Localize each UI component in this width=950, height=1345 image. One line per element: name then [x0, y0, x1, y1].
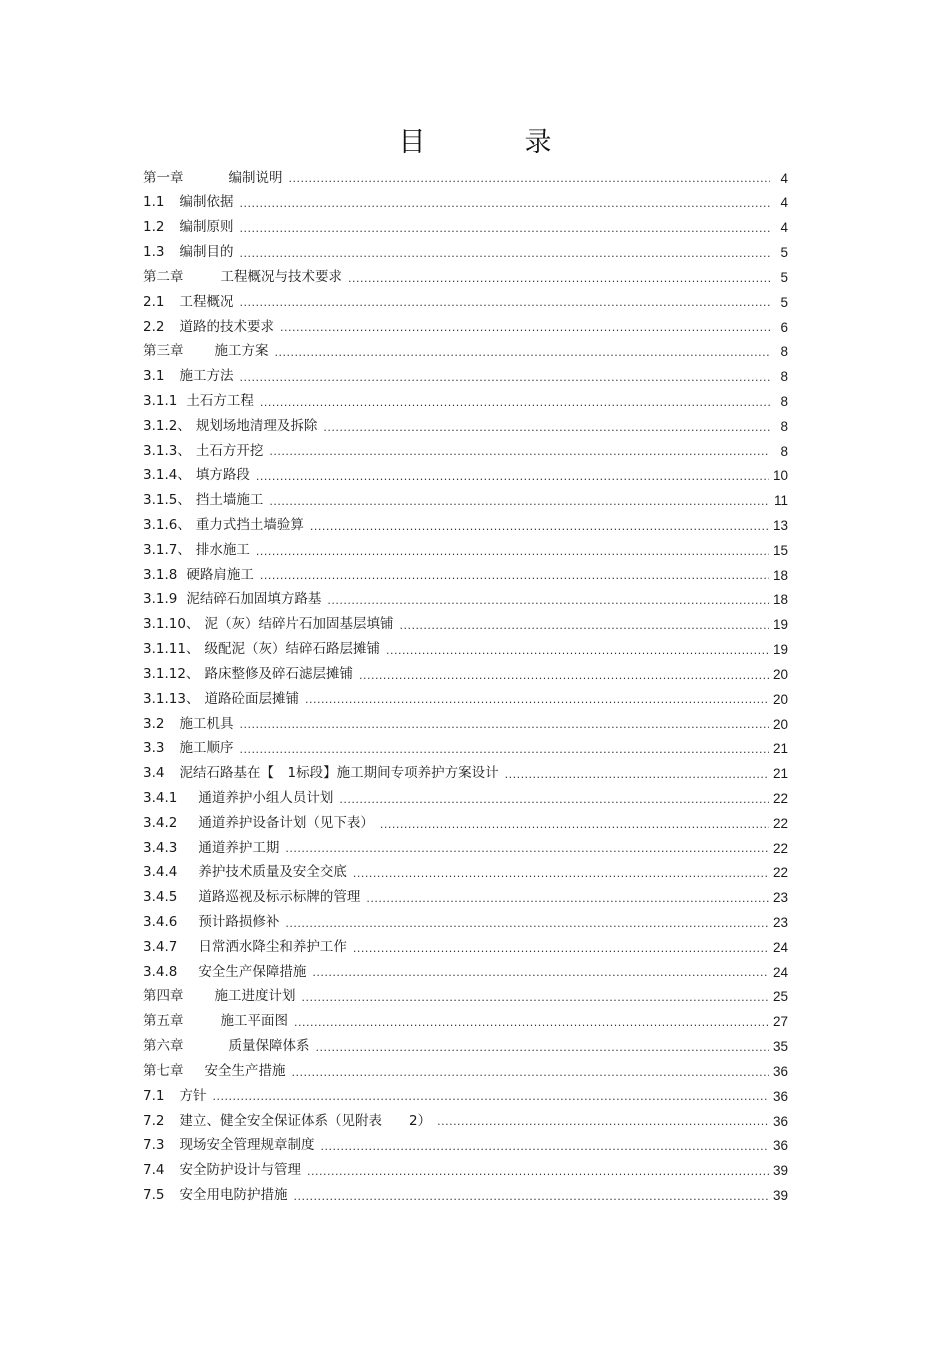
toc-leader-dots [323, 421, 770, 435]
toc-page-number: 24 [772, 964, 788, 980]
toc-leader-dots [505, 768, 769, 782]
toc-entry-number: 3.4.4 [143, 864, 178, 881]
toc-leader-dots [366, 892, 769, 906]
toc-entry-number: 3.1.9 [143, 591, 178, 608]
toc-entry-title: 道路巡视及标示标牌的管理 [198, 889, 361, 906]
toc-entry-label [143, 1015, 294, 1029]
toc-entry[interactable] [143, 762, 788, 787]
toc-leader-dots [285, 842, 769, 856]
toc-entry-title: 施工机具 [179, 715, 234, 732]
toc-entry-label [143, 767, 505, 781]
toc-page-number: 23 [772, 890, 788, 906]
toc-entry-number: 1.2 [143, 219, 165, 236]
toc-leader-dots [289, 172, 771, 186]
toc-page-number: 5 [780, 294, 788, 310]
toc-entry-label [143, 916, 285, 930]
toc-entry-number: 3.1.2、 [143, 417, 191, 434]
toc-leader-dots [316, 1041, 769, 1055]
toc-entry-label [143, 643, 386, 657]
toc-entry[interactable] [143, 1084, 788, 1109]
toc-entry-number: 第二章 [143, 268, 184, 285]
toc-entry-label [143, 690, 305, 707]
toc-entry-title: 安全防护设计与管理 [179, 1162, 301, 1179]
toc-leader-dots [256, 545, 769, 559]
toc-leader-dots [386, 644, 769, 658]
toc-entry-label [143, 938, 353, 955]
toc-page-number: 5 [780, 269, 788, 285]
toc-entry[interactable] [143, 265, 788, 290]
toc-leader-dots [292, 1066, 769, 1080]
toc-leader-dots [353, 942, 769, 956]
toc-entry-label [143, 417, 323, 434]
toc-page-number: 10 [772, 468, 788, 484]
toc-entry[interactable] [143, 1134, 788, 1159]
toc-page-number: 4 [780, 220, 788, 236]
toc-entry[interactable] [143, 414, 788, 439]
toc-entry-number: 第五章 [143, 1013, 184, 1030]
toc-entry[interactable] [143, 216, 788, 241]
toc-page-number: 4 [780, 195, 788, 211]
toc-entry-number: 3.1.5、 [143, 492, 191, 509]
toc-entry-label [143, 1040, 316, 1054]
toc-entry-number: 3.1.1 [143, 392, 178, 409]
toc-entry-title: 泥结石路基在【 1标段】施工期间专项养护方案设计 [179, 765, 499, 782]
toc-entry-label [143, 566, 260, 583]
toc-page-number: 21 [772, 766, 788, 782]
toc-entry-label [143, 221, 239, 235]
toc-leader-dots [239, 371, 770, 385]
toc-entry[interactable] [143, 240, 788, 265]
toc-entry-number: 2.1 [143, 293, 165, 310]
toc-entry[interactable] [143, 786, 788, 811]
toc-entry-label [143, 1087, 212, 1104]
toc-entry-label [143, 196, 239, 210]
toc-entry-number: 7.5 [143, 1186, 165, 1203]
toc-page-number: 19 [772, 617, 788, 633]
toc-entry-title: 安全生产保障措施 [198, 963, 307, 980]
toc-entry-number: 3.4.6 [143, 914, 178, 931]
toc-entry-label [143, 246, 239, 260]
toc-entry-number: 7.2 [143, 1112, 165, 1129]
toc-entry-title: 现场安全管理规章制度 [179, 1137, 315, 1154]
toc-entry[interactable] [143, 166, 788, 191]
toc-entry-title: 工程概况 [179, 293, 234, 310]
toc-entry-label [143, 1062, 292, 1079]
toc-entry-label [143, 742, 239, 756]
toc-entry[interactable] [143, 439, 788, 464]
toc-entry[interactable] [143, 811, 788, 836]
toc-entry-title: 施工进度计划 [214, 988, 296, 1005]
toc-entry-number: 1.1 [143, 194, 165, 211]
toc-leader-dots [260, 396, 770, 410]
toc-entry-number: 1.3 [143, 244, 165, 261]
toc-leader-dots [239, 222, 770, 236]
toc-entry[interactable] [143, 340, 788, 365]
toc-leader-dots [256, 470, 769, 484]
toc-leader-dots [339, 793, 769, 807]
toc-entry-label [143, 469, 256, 483]
toc-leader-dots [307, 1165, 769, 1179]
toc-entry-title: 土石方工程 [186, 392, 254, 409]
toc-entry-number: 3.3 [143, 740, 165, 757]
toc-entry-number: 第四章 [143, 988, 184, 1005]
toc-leader-dots [305, 693, 769, 707]
toc-page-number: 18 [772, 592, 788, 608]
toc-entry-label [143, 891, 366, 905]
toc-entry-label [143, 318, 280, 335]
toc-entry-label [143, 370, 239, 384]
toc-page-number: 22 [772, 815, 788, 831]
toc-page-number: 20 [772, 666, 788, 682]
page-title: 目 录 [398, 127, 588, 158]
toc-entry[interactable] [143, 737, 788, 762]
toc-entry-title: 道路的技术要求 [179, 318, 274, 335]
toc-entry[interactable] [143, 1109, 788, 1134]
toc-leader-dots [293, 1190, 768, 1204]
toc-entry-title: 硬路肩施工 [186, 566, 254, 583]
toc-entry-number: 3.4.7 [143, 938, 178, 955]
toc-entry-number: 3.1.3、 [143, 442, 191, 459]
toc-entry[interactable] [143, 563, 788, 588]
toc-entry-number: 3.1.8 [143, 566, 178, 583]
toc-entry[interactable] [143, 365, 788, 390]
toc-entry[interactable] [143, 389, 788, 414]
toc-entry-number: 第三章 [143, 343, 184, 360]
toc-entry-label [143, 665, 359, 682]
toc-entry-label [143, 268, 348, 285]
toc-entry-number: 3.4.3 [143, 839, 178, 856]
toc-page-number: 39 [772, 1187, 788, 1203]
toc-leader-dots [327, 594, 769, 608]
toc-entry[interactable] [143, 1010, 788, 1035]
toc-entry-title: 重力式挡土墙验算 [195, 517, 304, 534]
toc-entry-label [143, 519, 310, 533]
toc-entry-label [143, 990, 302, 1004]
toc-page-number: 21 [772, 741, 788, 757]
toc-entry[interactable] [143, 910, 788, 935]
toc-page-number: 22 [772, 865, 788, 881]
toc-leader-dots [239, 296, 770, 310]
toc-entry-title: 编制依据 [179, 194, 234, 211]
toc-page-number: 36 [772, 1063, 788, 1079]
toc-entry[interactable] [143, 1183, 788, 1208]
toc-entry-number: 第七章 [143, 1062, 184, 1079]
toc-entry[interactable] [143, 588, 788, 613]
toc-entry-number: 3.4.2 [143, 814, 178, 831]
toc-entry-label [143, 169, 289, 186]
toc-entry-title: 日常洒水降尘和养护工作 [198, 938, 347, 955]
toc-entry-title: 排水施工 [195, 541, 250, 558]
toc-entry-title: 土石方开挖 [195, 442, 264, 459]
toc-entry-number: 3.1.10、 [143, 616, 200, 633]
toc-entry-label [143, 1139, 320, 1153]
toc-entry-label [143, 1186, 293, 1203]
toc-entry-number: 3.4 [143, 765, 165, 782]
toc-entry-title: 施工方案 [214, 343, 269, 360]
toc-entry-label [143, 839, 285, 856]
toc-page-number: 24 [772, 939, 788, 955]
toc-page-number: 8 [780, 418, 788, 434]
toc-entry[interactable] [143, 464, 788, 489]
toc-leader-dots [302, 991, 769, 1005]
toc-entry-title: 泥（灰）结碎片石加固基层填铺 [204, 616, 394, 633]
toc-entry-title: 施工方法 [179, 368, 234, 385]
toc-leader-dots [320, 1140, 768, 1154]
toc-leader-dots [260, 569, 769, 583]
toc-entry-number: 2.2 [143, 318, 165, 335]
toc-entry-title: 挡土墙施工 [195, 492, 264, 509]
toc-entry-label [143, 1112, 437, 1129]
toc-entry-number: 7.3 [143, 1137, 165, 1154]
toc-entry[interactable] [143, 861, 788, 886]
toc-entry-title: 质量保障体系 [228, 1038, 310, 1055]
toc-entry-title: 养护技术质量及安全交底 [198, 864, 347, 881]
toc-entry-number: 3.1.13、 [143, 690, 200, 707]
toc-page-number: 8 [780, 369, 788, 385]
toc-leader-dots [239, 247, 770, 261]
toc-entry-number: 3.4.8 [143, 963, 178, 980]
toc-page-number: 4 [780, 170, 788, 186]
toc-entry-number: 3.4.5 [143, 889, 178, 906]
toc-entry-number: 3.2 [143, 715, 165, 732]
toc-leader-dots [239, 197, 770, 211]
toc-entry-title: 通道养护小组人员计划 [198, 789, 334, 806]
toc-entry-label [143, 814, 380, 831]
toc-entry[interactable] [143, 613, 788, 638]
toc-entry-title: 填方路段 [195, 467, 250, 484]
toc-entry-title: 施工顺序 [179, 740, 234, 757]
toc-entry[interactable] [143, 489, 788, 514]
toc-leader-dots [269, 445, 770, 459]
toc-entry[interactable] [143, 836, 788, 861]
toc-entry-number: 3.1.6、 [143, 517, 191, 534]
toc-entry-number: 3.1.4、 [143, 467, 191, 484]
toc-entry-title: 路床整修及碎石滤层摊铺 [204, 665, 353, 682]
toc-entry-number: 3.1.7、 [143, 541, 191, 558]
toc-entry-title: 道路砼面层摊铺 [204, 690, 299, 707]
toc-leader-dots [353, 867, 769, 881]
toc-entry-title: 编制说明 [228, 169, 283, 186]
toc-entry-title: 施工平面图 [220, 1013, 288, 1030]
toc-entry-number: 3.1 [143, 368, 165, 385]
toc-page-number: 27 [772, 1014, 788, 1030]
toc-entry-label [143, 293, 239, 310]
toc-page-number: 36 [772, 1138, 788, 1154]
toc-page-number: 5 [780, 245, 788, 261]
toc-entry-number: 3.1.11、 [143, 641, 200, 658]
toc-entry-title: 安全生产措施 [204, 1062, 286, 1079]
toc-entry-number: 3.4.1 [143, 789, 178, 806]
toc-leader-dots [239, 743, 768, 757]
toc-leader-dots [359, 669, 769, 683]
toc-entry-label [143, 1164, 307, 1178]
toc-leader-dots [285, 917, 769, 931]
toc-page-number: 25 [772, 989, 788, 1005]
toc-leader-dots [348, 272, 770, 286]
toc-page-number: 8 [780, 393, 788, 409]
toc-leader-dots [294, 1016, 769, 1030]
toc-leader-dots [399, 619, 769, 633]
table-of-contents [143, 166, 788, 1208]
toc-entry[interactable] [143, 935, 788, 960]
toc-entry-label [143, 866, 353, 880]
toc-entry[interactable] [143, 687, 788, 712]
toc-leader-dots [380, 818, 769, 832]
toc-page-number: 22 [772, 840, 788, 856]
toc-entry-title: 编制目的 [179, 244, 234, 261]
toc-entry[interactable] [143, 886, 788, 911]
toc-page-number: 39 [772, 1163, 788, 1179]
toc-page-number: 35 [772, 1039, 788, 1055]
toc-entry-number: 第一章 [143, 169, 184, 186]
toc-page-number: 20 [772, 716, 788, 732]
toc-page-number: 22 [772, 790, 788, 806]
toc-entry-label [143, 442, 269, 459]
toc-leader-dots [212, 1090, 768, 1104]
toc-leader-dots [312, 966, 769, 980]
toc-entry-label [143, 618, 399, 632]
toc-entry[interactable] [143, 985, 788, 1010]
toc-entry-title: 工程概况与技术要求 [220, 268, 342, 285]
toc-leader-dots [310, 520, 769, 534]
toc-entry-number: 7.4 [143, 1162, 165, 1179]
toc-entry[interactable] [143, 662, 788, 687]
toc-leader-dots [280, 321, 770, 335]
toc-entry[interactable] [143, 637, 788, 662]
toc-entry[interactable] [143, 513, 788, 538]
toc-entry[interactable] [143, 290, 788, 315]
toc-page-number: 36 [772, 1088, 788, 1104]
toc-entry-label [143, 789, 339, 806]
toc-entry-title: 预计路损修补 [198, 914, 280, 931]
toc-entry-title: 方针 [179, 1087, 207, 1104]
toc-entry-number: 第六章 [143, 1038, 184, 1055]
toc-entry-title: 安全用电防护措施 [179, 1186, 288, 1203]
toc-entry-title: 泥结碎石加固填方路基 [186, 591, 322, 608]
toc-entry[interactable] [143, 1034, 788, 1059]
toc-entry-label [143, 715, 239, 732]
toc-entry-label [143, 593, 327, 607]
toc-page-number: 20 [772, 691, 788, 707]
toc-entry-title: 编制原则 [179, 219, 234, 236]
toc-entry-label [143, 392, 260, 409]
toc-page-number: 13 [772, 518, 788, 534]
toc-entry[interactable] [143, 712, 788, 737]
toc-page-number: 8 [780, 344, 788, 360]
toc-entry-title: 通道养护设备计划（见下表） [198, 814, 374, 831]
toc-entry-label [143, 345, 275, 359]
toc-entry[interactable] [143, 191, 788, 216]
toc-page-number: 18 [772, 567, 788, 583]
toc-entry-title: 级配泥（灰）结碎石路层摊铺 [204, 641, 380, 658]
toc-page-number: 23 [772, 915, 788, 931]
toc-leader-dots [275, 346, 771, 360]
toc-entry[interactable] [143, 960, 788, 985]
toc-leader-dots [239, 718, 768, 732]
toc-page-number: 11 [773, 493, 788, 509]
toc-entry[interactable] [143, 315, 788, 340]
toc-entry-label [143, 541, 256, 558]
toc-page-number: 36 [772, 1113, 788, 1129]
toc-entry-title: 规划场地清理及拆除 [195, 417, 318, 434]
toc-page-number: 19 [772, 642, 788, 658]
toc-page-number: 15 [772, 542, 788, 558]
toc-entry-number: 3.1.12、 [143, 665, 200, 682]
toc-leader-dots [437, 1115, 769, 1129]
toc-entry[interactable] [143, 1159, 788, 1184]
toc-entry-title: 建立、健全安全保证体系（见附表 2） [179, 1112, 432, 1129]
toc-entry-label [143, 963, 312, 980]
toc-entry-number: 7.1 [143, 1087, 165, 1104]
toc-entry[interactable] [143, 538, 788, 563]
toc-entry-title: 通道养护工期 [198, 839, 280, 856]
toc-page-number: 8 [780, 443, 788, 459]
toc-leader-dots [269, 495, 770, 509]
toc-entry[interactable] [143, 1059, 788, 1084]
toc-entry-label [143, 494, 269, 508]
toc-page-number: 6 [780, 319, 788, 335]
